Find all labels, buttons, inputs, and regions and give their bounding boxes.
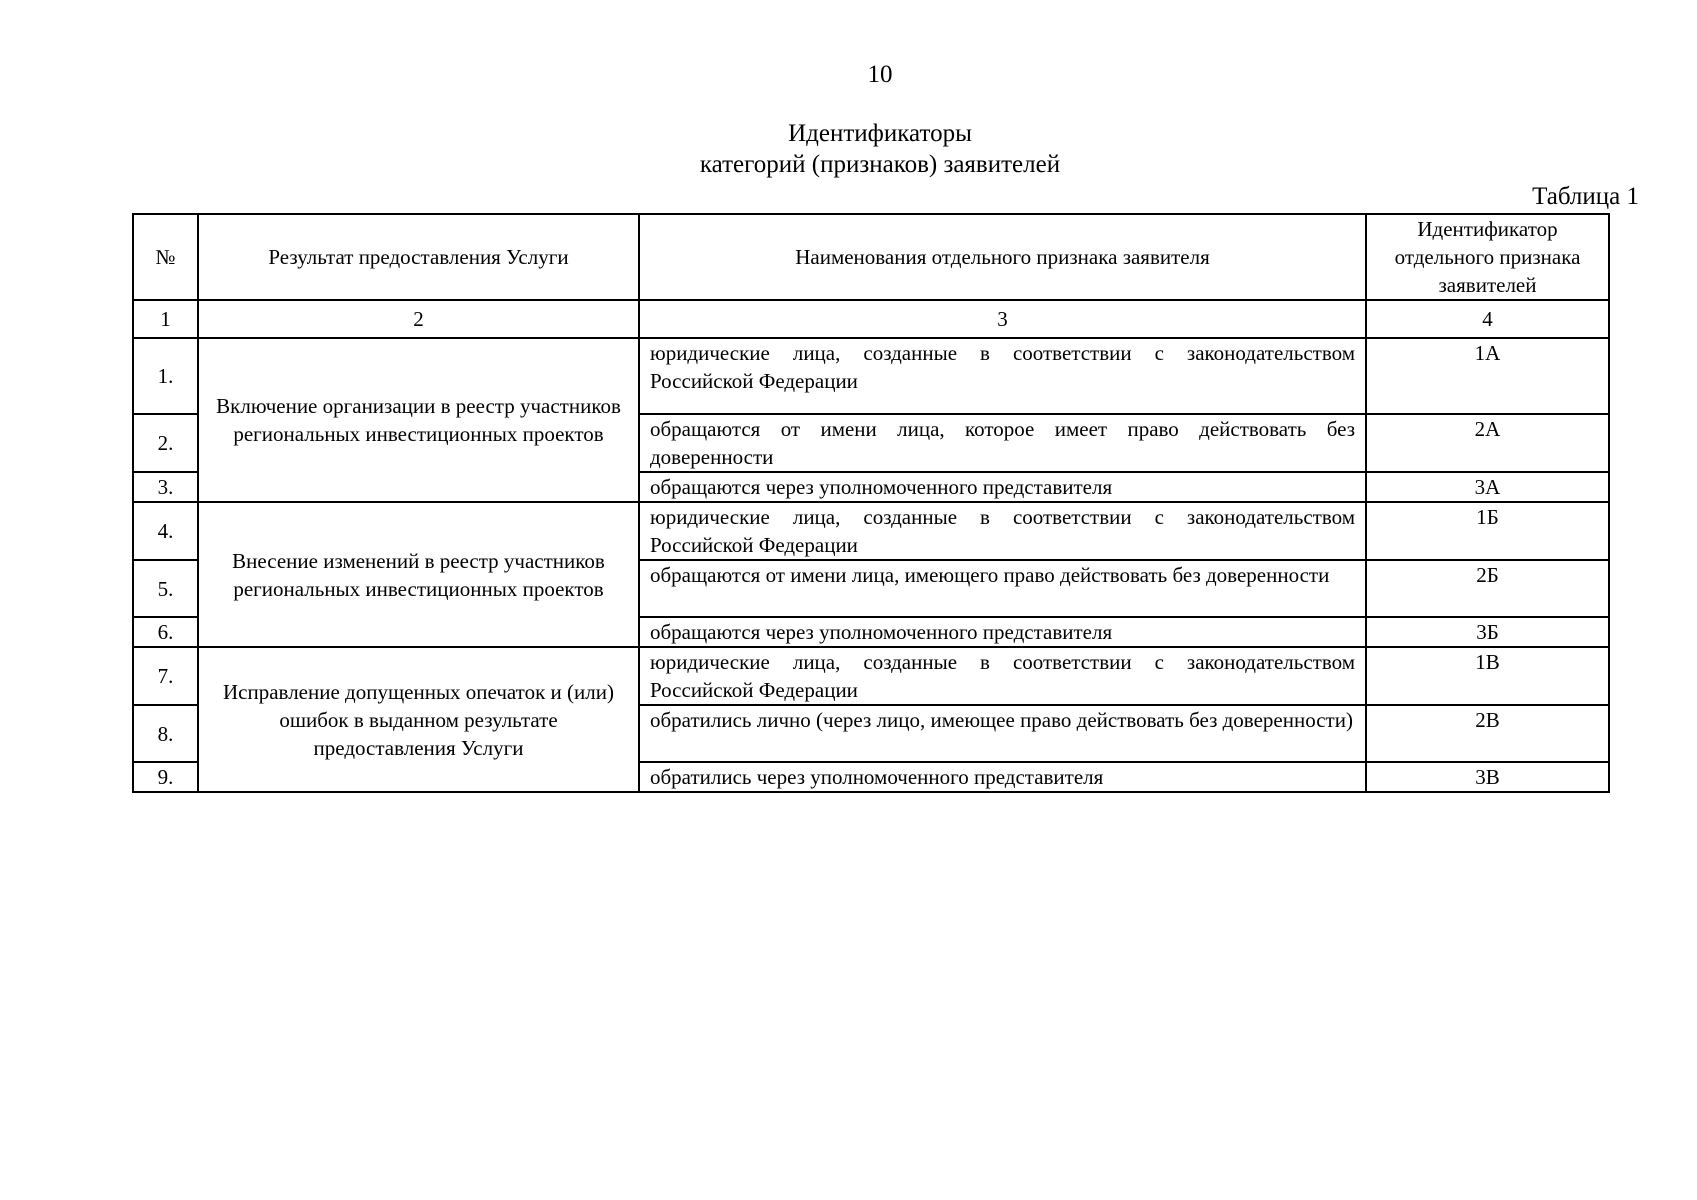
attribute-cell: обратились через уполномоченного представителя (639, 762, 1366, 792)
row-number: 3. (133, 472, 198, 502)
attribute-cell: юридические лица, созданные в соответствии с законодательством Российской Федерации (639, 502, 1366, 560)
table-header-row (133, 214, 1609, 300)
header-result: Результат предоставления Услуги (198, 214, 639, 300)
column-index-cell: 1 (133, 300, 198, 338)
row-number: 5. (133, 560, 198, 617)
column-index-row (133, 300, 1609, 338)
result-cell: Исправление допущенных опечаток и (или) ошибок в выданном результате предоставления Услуги (198, 647, 639, 792)
row-number: 4. (133, 502, 198, 560)
result-cell: Внесение изменений в реестр участников региональных инвестиционных проектов (198, 502, 639, 647)
attribute-cell: юридические лица, созданные в соответствии с законодательством Российской Федерации (639, 338, 1366, 414)
identifiers-table (132, 213, 1610, 793)
identifier-cell: 2В (1366, 705, 1609, 762)
page-number: 10 (867, 61, 893, 88)
column-index-cell: 4 (1366, 300, 1609, 338)
row-number: 2. (133, 414, 198, 472)
attribute-cell: обращаются от имени лица, имеющего право действовать без доверенности (639, 560, 1366, 617)
identifier-cell: 3А (1366, 472, 1609, 502)
result-cell: Включение организации в реестр участников региональных инвестиционных проектов (198, 338, 639, 502)
table-row (133, 338, 1609, 414)
header-identifier: Идентификатор отдельного признака заявителей (1366, 214, 1609, 300)
row-number: 6. (133, 617, 198, 647)
table-label: Таблица 1 (1532, 183, 1639, 210)
row-number: 1. (133, 338, 198, 414)
attribute-cell: обратились лично (через лицо, имеющее право действовать без доверенности) (639, 705, 1366, 762)
identifier-cell: 3Б (1366, 617, 1609, 647)
identifier-cell: 1Б (1366, 502, 1609, 560)
identifier-cell: 1В (1366, 647, 1609, 705)
table-row (133, 647, 1609, 705)
identifier-cell: 3В (1366, 762, 1609, 792)
header-attribute-name: Наименования отдельного признака заявителя (639, 214, 1366, 300)
identifier-cell: 1А (1366, 338, 1609, 414)
row-number: 8. (133, 705, 198, 762)
table-row (133, 502, 1609, 560)
row-number: 7. (133, 647, 198, 705)
column-index-cell: 2 (198, 300, 639, 338)
heading-line-1: Идентификаторы (788, 120, 972, 147)
column-index-cell: 3 (639, 300, 1366, 338)
attribute-cell: обращаются от имени лица, которое имеет право действовать без доверенности (639, 414, 1366, 472)
heading-line-2: категорий (признаков) заявителей (699, 151, 1061, 178)
document-heading (0, 118, 1697, 180)
identifier-cell: 2А (1366, 414, 1609, 472)
identifier-cell: 2Б (1366, 560, 1609, 617)
header-number: № (133, 214, 198, 300)
attribute-cell: обращаются через уполномоченного представителя (639, 472, 1366, 502)
attribute-cell: юридические лица, созданные в соответствии с законодательством Российской Федерации (639, 647, 1366, 705)
row-number: 9. (133, 762, 198, 792)
attribute-cell: обращаются через уполномоченного представителя (639, 617, 1366, 647)
